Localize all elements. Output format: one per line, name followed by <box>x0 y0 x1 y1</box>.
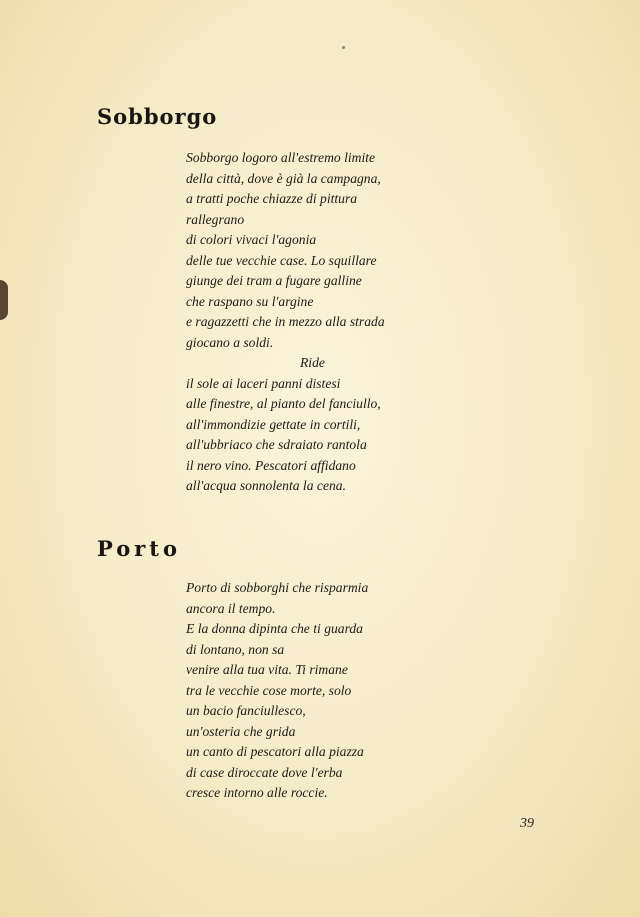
page-edge-shadow <box>0 280 8 320</box>
poem-line: venire alla tua vita. Ti rimane <box>186 662 348 677</box>
poem-line: che raspano su l'argine <box>186 293 314 309</box>
poem-line: di case diroccate dove l'erba <box>186 764 343 780</box>
paper-speck <box>342 46 345 49</box>
poem-line: tra le vecchie cose morte, solo <box>186 682 352 698</box>
poem-line: ancora il tempo. <box>186 600 276 616</box>
poem-title-porto: Porto <box>97 536 182 561</box>
poem-line: di colori vivaci l'agonia <box>186 232 317 247</box>
poem-line: cresce intorno alle roccie. <box>186 785 328 800</box>
poem-line: E la donna dipinta che ti guarda <box>186 621 363 636</box>
poem-line: a tratti poche chiazze di pittura <box>186 191 358 206</box>
poem-line: delle tue vecchie case. Lo squillare <box>186 252 377 268</box>
poem-line: alle finestre, al pianto del fanciullo, <box>186 396 381 411</box>
poem-line: Ride <box>300 355 325 370</box>
page-number: 39 <box>520 816 534 831</box>
poem-line: all'immondizie gettate in cortili, <box>186 416 361 432</box>
poem-line: di lontano, non sa <box>186 641 285 657</box>
poem-title-sobborgo: Sobborgo <box>97 104 218 129</box>
poem-line: all'ubbriaco che sdraiato rantola <box>186 437 367 452</box>
poem-line: Porto di sobborghi che risparmia <box>186 580 369 595</box>
poem-line: il nero vino. Pescatori affidano <box>186 457 356 473</box>
poem-line: della città, dove è già la campagna, <box>186 170 381 186</box>
poem-line: giunge dei tram a fugare galline <box>186 273 362 288</box>
poem-line: il sole ai laceri panni distesi <box>186 375 341 391</box>
poem-line: un'osteria che grida <box>186 723 296 739</box>
poem-line: e ragazzetti che in mezzo alla strada <box>186 314 385 329</box>
poem-line: rallegrano <box>186 211 245 227</box>
poem-line: Sobborgo logoro all'estremo limite <box>186 150 376 165</box>
poem-line: all'acqua sonnolenta la cena. <box>186 478 346 493</box>
poem-line: giocano a soldi. <box>186 334 274 350</box>
poem-body-porto <box>186 578 368 804</box>
poem-line: un canto di pescatori alla piazza <box>186 744 364 759</box>
poem-body-sobborgo <box>186 148 385 497</box>
poem-line: un bacio fanciullesco, <box>186 703 306 718</box>
